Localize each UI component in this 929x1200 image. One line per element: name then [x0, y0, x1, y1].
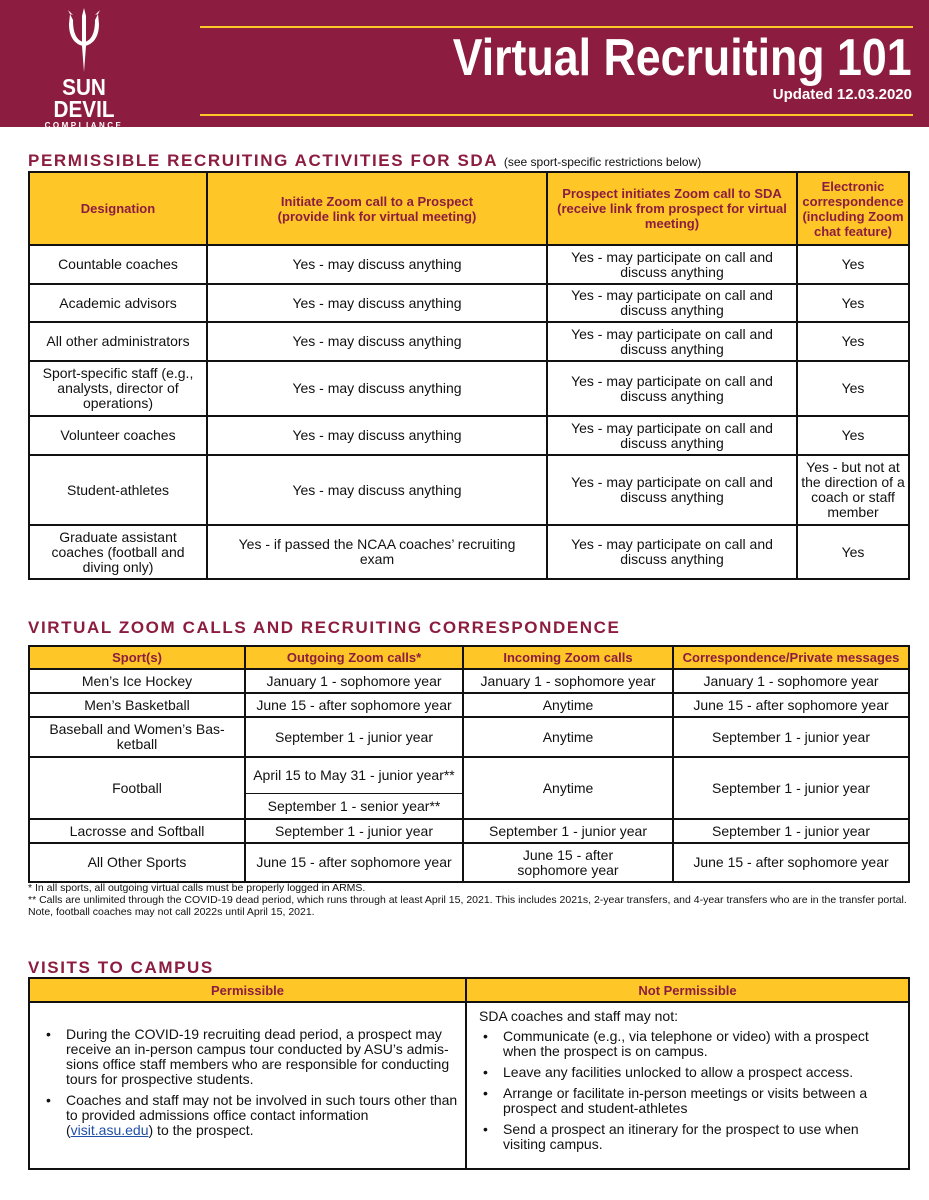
- prospect-cell: Yes - may participate on call and discuss anything: [547, 361, 797, 416]
- logo-sub: COMPLIANCE: [44, 121, 124, 130]
- prospect-cell: Yes - may participate on call and discuss anything: [547, 245, 797, 284]
- column-header: Correspondence/Private messages: [673, 646, 909, 669]
- prospect-cell: Yes - may participate on call and discuss anything: [547, 525, 797, 579]
- column-header: Designation: [29, 172, 207, 245]
- gold-divider-bottom: [200, 114, 913, 116]
- outgoing-cell: September 1 - senior year**: [267, 797, 441, 814]
- electronic-cell: Yes: [797, 416, 909, 455]
- outgoing-cell: September 1 - junior year: [245, 717, 463, 757]
- table-row: [29, 361, 909, 416]
- incoming-cell: January 1 - sophomore year: [463, 669, 673, 693]
- sport-cell: Lacrosse and Softball: [29, 819, 245, 843]
- column-header: Electronic correspondence (including Zoom chat feature): [797, 172, 909, 245]
- not-permissible-list: [473, 1029, 902, 1152]
- not-permissible-cell: [466, 1002, 909, 1169]
- sda-intro: SDA coaches and staff may not:: [479, 1008, 678, 1024]
- table-row: [29, 525, 909, 579]
- table-row: [29, 819, 909, 843]
- footnotes: [28, 882, 908, 918]
- table-row: [29, 693, 909, 717]
- list-item-text: ) to the prospect.: [148, 1122, 254, 1138]
- incoming-cell: September 1 - junior year: [463, 819, 673, 843]
- zoom-calls-table: [28, 645, 910, 883]
- table-row: [29, 322, 909, 361]
- visit-asu-link[interactable]: visit.asu.edu: [70, 1122, 149, 1138]
- initiate-cell: Yes - may discuss anything: [207, 245, 547, 284]
- list-item: • Communicate (e.g., via telephone or video) with a prospect when the prospect is on campus.: [473, 1029, 902, 1059]
- initiate-cell: Yes - if passed the NCAA coaches’ recruiting exam: [207, 525, 547, 579]
- table-row: [29, 717, 909, 757]
- table-header-row: [29, 172, 909, 245]
- column-header: Sport(s): [29, 646, 245, 669]
- table-row: [29, 245, 909, 284]
- designation-cell: Sport-specific staff (e.g., analysts, director of operations): [29, 361, 207, 416]
- header-banner: [0, 0, 929, 130]
- sport-cell: Football: [29, 757, 245, 819]
- page-title: Virtual Recruiting 101: [453, 29, 912, 87]
- electronic-cell: Yes: [797, 322, 909, 361]
- sun-devil-logo: [24, 6, 144, 130]
- table-row: [29, 1002, 909, 1169]
- designation-cell: Graduate assistant coaches (football and diving only): [29, 525, 207, 579]
- outgoing-cell: June 15 - after sophomore year: [245, 843, 463, 882]
- table-row: [29, 757, 909, 819]
- electronic-cell: Yes: [797, 361, 909, 416]
- incoming-cell: June 15 - after sophomore year: [463, 843, 673, 882]
- table-row: [29, 843, 909, 882]
- footnote-2: ** Calls are unlimited through the COVID-19 dead period, which runs through at least April 15, 2021. This includes 2021s, 2-year transfers, and 4-year transfers who are in the transfer portal. Note, football coaches may not call 2022s until April 15, 2021.: [28, 894, 907, 918]
- table-row: [29, 669, 909, 693]
- correspondence-cell: September 1 - junior year: [673, 819, 909, 843]
- initiate-cell: Yes - may discuss anything: [207, 322, 547, 361]
- prospect-cell: Yes - may participate on call and discuss anything: [547, 284, 797, 322]
- visits-table: [28, 977, 910, 1170]
- list-item: • During the COVID-19 recruiting dead period, a prospect may receive an in-person campus tour conducted by ASU’s admis-sions office staff members who are responsible for conducting tours for prospective students.: [36, 1027, 459, 1087]
- electronic-cell: Yes: [797, 245, 909, 284]
- prospect-cell: Yes - may participate on call and discuss anything: [547, 322, 797, 361]
- section3-title: VISITS TO CAMPUS: [28, 958, 214, 977]
- section-heading-visits: [28, 958, 214, 978]
- column-header: Initiate Zoom call to a Prospect (provide link for virtual meeting): [207, 172, 547, 245]
- incoming-cell: Anytime: [463, 757, 673, 819]
- list-item: • Leave any facilities unlocked to allow a prospect access.: [473, 1065, 902, 1080]
- pitchfork-icon: [64, 6, 104, 74]
- table-header-row: [29, 646, 909, 669]
- correspondence-cell: September 1 - junior year: [673, 757, 909, 819]
- table-header-row: [29, 978, 909, 1002]
- permissible-list: [36, 1027, 459, 1138]
- initiate-cell: Yes - may discuss anything: [207, 284, 547, 322]
- column-header: Incoming Zoom calls: [463, 646, 673, 669]
- list-item: • Send a prospect an itinerary for the prospect to use when visiting campus.: [473, 1122, 902, 1152]
- incoming-cell: Anytime: [463, 717, 673, 757]
- designation-cell: All other administrators: [29, 322, 207, 361]
- title-area: [200, 12, 920, 122]
- logo-brand: SUN DEVIL: [53, 74, 115, 122]
- correspondence-cell: June 15 - after sophomore year: [673, 693, 909, 717]
- correspondence-cell: January 1 - sophomore year: [673, 669, 909, 693]
- list-item: • Arrange or facilitate in-person meetings or visits between a prospect and student-athletes: [473, 1086, 902, 1116]
- designation-cell: Volunteer coaches: [29, 416, 207, 455]
- permissible-cell: [29, 1002, 466, 1169]
- outgoing-cell: September 1 - junior year: [245, 819, 463, 843]
- permissible-activities-table: [28, 171, 910, 580]
- correspondence-cell: September 1 - junior year: [673, 717, 909, 757]
- outgoing-cell: June 15 - after sophomore year: [245, 693, 463, 717]
- column-header: Outgoing Zoom calls*: [245, 646, 463, 669]
- column-header: Permissible: [29, 978, 466, 1002]
- designation-cell: Countable coaches: [29, 245, 207, 284]
- prospect-cell: Yes - may participate on call and discuss anything: [547, 416, 797, 455]
- section1-title: PERMISSIBLE RECRUITING ACTIVITIES FOR SDA: [28, 151, 498, 170]
- incoming-cell: Anytime: [463, 693, 673, 717]
- correspondence-cell: June 15 - after sophomore year: [673, 843, 909, 882]
- section2-title: VIRTUAL ZOOM CALLS AND RECRUITING CORRESPONDENCE: [28, 618, 621, 637]
- initiate-cell: Yes - may discuss anything: [207, 361, 547, 416]
- table-row: [29, 455, 909, 525]
- footnote-1: * In all sports, all outgoing virtual calls must be properly logged in ARMS.: [28, 882, 366, 894]
- section-heading-permissible-activities: [28, 151, 701, 171]
- outgoing-split-cell: [245, 757, 463, 819]
- electronic-cell: Yes: [797, 284, 909, 322]
- sport-cell: Men’s Basketball: [29, 693, 245, 717]
- section1-note: (see sport-specific restrictions below): [503, 155, 702, 169]
- outgoing-cell: April 15 to May 31 - junior year**: [246, 758, 462, 794]
- updated-date: Updated 12.03.2020: [772, 86, 912, 103]
- initiate-cell: Yes - may discuss anything: [207, 455, 547, 525]
- section-heading-zoom-calls: [28, 618, 620, 638]
- electronic-cell: Yes: [797, 525, 909, 579]
- list-item-text: Coaches and staff may not be involved in such tours other than to provided admissions office contact information (: [66, 1092, 458, 1138]
- sport-cell: All Other Sports: [29, 843, 245, 882]
- designation-cell: Student-athletes: [29, 455, 207, 525]
- table-row: [29, 284, 909, 322]
- list-item: [36, 1093, 459, 1138]
- table-row: [29, 416, 909, 455]
- sport-cell: Baseball and Women’s Bas-ketball: [29, 717, 245, 757]
- column-header: Prospect initiates Zoom call to SDA (receive link from prospect for virtual meeting): [547, 172, 797, 245]
- column-header: Not Permissible: [466, 978, 909, 1002]
- prospect-cell: Yes - may participate on call and discuss anything: [547, 455, 797, 525]
- initiate-cell: Yes - may discuss anything: [207, 416, 547, 455]
- outgoing-cell: January 1 - sophomore year: [245, 669, 463, 693]
- electronic-cell: Yes - but not at the direction of a coach or staff member: [797, 455, 909, 525]
- designation-cell: Academic advisors: [29, 284, 207, 322]
- sport-cell: Men’s Ice Hockey: [29, 669, 245, 693]
